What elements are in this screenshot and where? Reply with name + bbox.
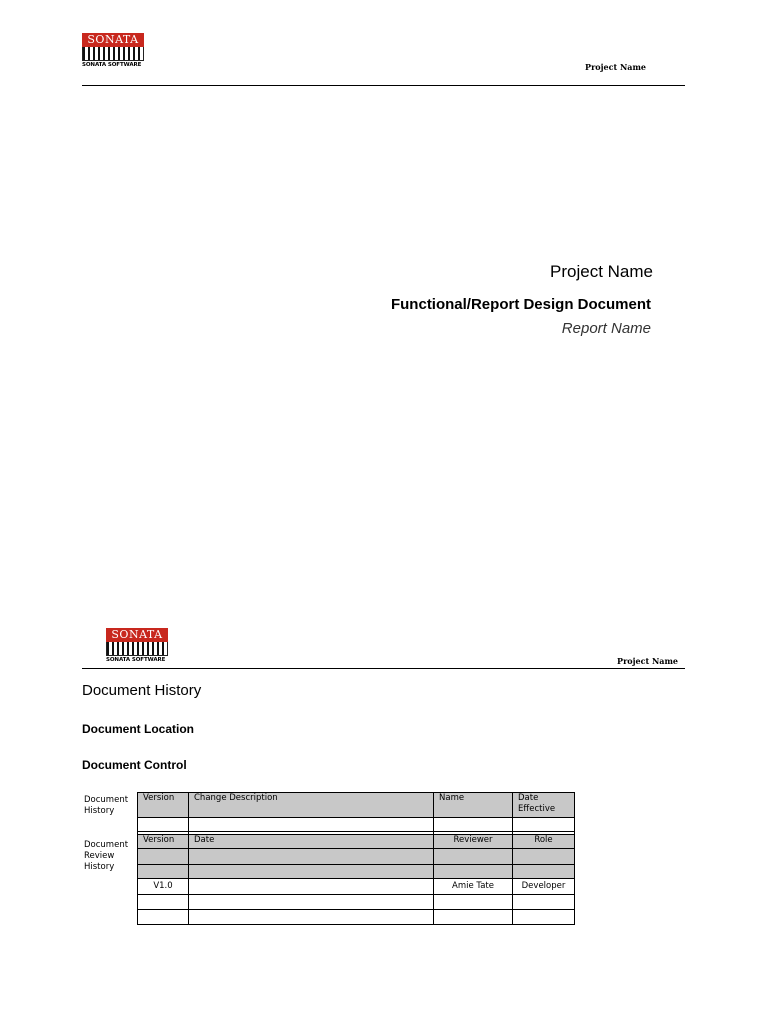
history-col-change-description: Change Description xyxy=(189,793,434,818)
document-control-table xyxy=(137,792,575,925)
cover-document-title: Functional/Report Design Document xyxy=(390,296,651,313)
history-row xyxy=(138,818,575,832)
history-col-date-effective: Date Effective xyxy=(513,793,575,818)
logo-caption: SONATA SOFTWARE xyxy=(106,657,166,663)
page2-header-project-name: Project Name xyxy=(617,656,678,666)
review-row xyxy=(138,879,575,895)
logo-piano-keys xyxy=(82,47,144,61)
review-row xyxy=(138,895,575,910)
sonata-logo xyxy=(82,33,144,70)
document-history-label: Document History xyxy=(84,795,129,816)
cover-project-name: Project Name xyxy=(550,262,653,281)
page2-header-rule xyxy=(82,668,685,669)
review-version-cell: V1.0 xyxy=(138,879,189,895)
logo-caption: SONATA SOFTWARE xyxy=(82,62,142,68)
review-col-date: Date xyxy=(189,835,434,849)
logo-brand-text: SONATA xyxy=(82,33,144,47)
logo-piano-keys xyxy=(106,642,168,656)
header-rule xyxy=(82,85,685,86)
cover-report-name: Report Name xyxy=(561,320,651,337)
review-gray-row xyxy=(138,849,575,865)
history-col-version: Version xyxy=(138,793,189,818)
logo-brand-text: SONATA xyxy=(106,628,168,642)
history-header-row xyxy=(138,793,575,818)
header-project-name: Project Name xyxy=(585,62,646,72)
review-col-version: Version xyxy=(138,835,189,849)
review-col-role: Role xyxy=(513,835,575,849)
document-control-heading: Document Control xyxy=(82,758,187,772)
review-gray-row xyxy=(138,865,575,879)
review-header-row xyxy=(138,835,575,849)
review-reviewer-cell: Amie Tate xyxy=(434,879,513,895)
review-row xyxy=(138,910,575,925)
document-history-heading: Document History xyxy=(82,682,202,699)
document-location-heading: Document Location xyxy=(82,722,195,736)
document-review-history-label: Document Review History xyxy=(84,840,129,872)
review-date-cell xyxy=(189,879,434,895)
review-col-reviewer: Reviewer xyxy=(434,835,513,849)
history-col-name: Name xyxy=(434,793,513,818)
review-role-cell: Developer xyxy=(513,879,575,895)
sonata-logo-page2 xyxy=(106,628,168,665)
